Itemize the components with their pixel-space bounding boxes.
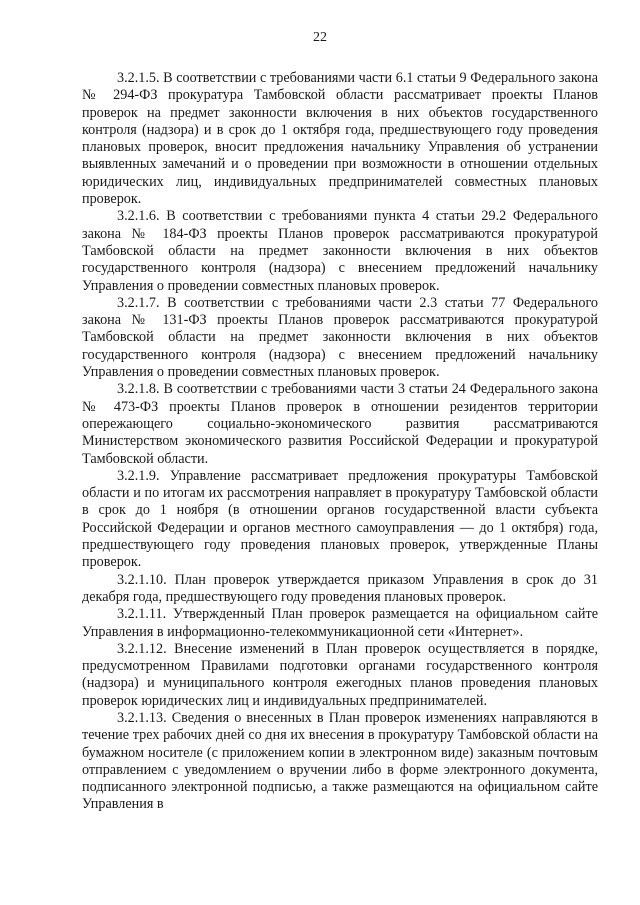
paragraph-3-2-1-8: 3.2.1.8. В соответствии с требованиями части 3 статьи 24 Федерального закона № 473-ФЗ проекты Планов проверок в отношении резидентов территории опережающего социально-экономического развития рассматриваются Министерством экономического развития Российской Федерации и прокуратурой Тамбовской области. (82, 381, 598, 467)
paragraph-3-2-1-13: 3.2.1.13. Сведения о внесенных в План проверок изменениях направляются в течение трех рабочих дней со дня их внесения в прокуратуру Тамбовской области на бумажном носителе (с приложением копии в электронном виде) заказным почтовым отправлением с уведомлением о вручении либо в форме электронного документа, подписанного электронной подписью, а также размещаются на официальном сайте Управления в (82, 709, 598, 813)
document-body (82, 70, 598, 814)
paragraph-3-2-1-10: 3.2.1.10. План проверок утверждается приказом Управления в срок до 31 декабря года, предшествующего году проведения плановых проверок. (82, 571, 598, 605)
paragraph-3-2-1-11: 3.2.1.11. Утвержденный План проверок размещается на официальном сайте Управления в информационно-телекоммуникационной сети «Интернет». (82, 606, 598, 640)
paragraph-3-2-1-6: 3.2.1.6. В соответствии с требованиями пункта 4 статьи 29.2 Федерального закона № 184-ФЗ проекты Планов проверок рассматриваются прокуратурой Тамбовской области на предмет законности включения в них объектов государственного контроля (надзора) с внесением предложений начальнику Управления о проведении совместных плановых проверок. (82, 208, 598, 294)
paragraph-3-2-1-7: 3.2.1.7. В соответствии с требованиями части 2.3 статьи 77 Федерального закона № 131-ФЗ проекты Планов проверок рассматриваются прокуратурой Тамбовской области на предмет законности включения в них объектов государственного контроля (надзора) с внесением предложений начальнику Управления о проведении совместных плановых проверок. (82, 294, 598, 381)
paragraph-3-2-1-9: 3.2.1.9. Управление рассматривает предложения прокуратуры Тамбовской области и по итогам их рассмотрения направляет в прокуратуру Тамбовской области в срок до 1 ноября (в отношении органов государственной власти субъекта Российской Федерации и органов местного самоуправления — до 1 октября) года, предшествующего году проведения плановых проверок, утвержденные Планы проверок. (82, 467, 598, 571)
paragraph-3-2-1-12: 3.2.1.12. Внесение изменений в План проверок осуществляется в порядке, предусмотренном Правилами подготовки органами государственного контроля (надзора) и муниципального контроля ежегодных планов проведения плановых проверок юридических лиц и индивидуальных предпринимателей. (82, 640, 598, 709)
paragraph-3-2-1-5: 3.2.1.5. В соответствии с требованиями части 6.1 статьи 9 Федерального закона № 294-ФЗ прокуратура Тамбовской области рассматривает проекты Планов проверок на предмет законности включения в них объектов государственного контроля (надзора) и в срок до 1 октября года, предшествующего году проведения плановых проверок, вносит предложения начальнику Управления об устранении выявленных замечаний и о проведении при возможности в отношении отдельных юридических лиц, индивидуальных предпринимателей совместных плановых проверок. (82, 70, 598, 208)
page-number: 22 (313, 30, 327, 45)
